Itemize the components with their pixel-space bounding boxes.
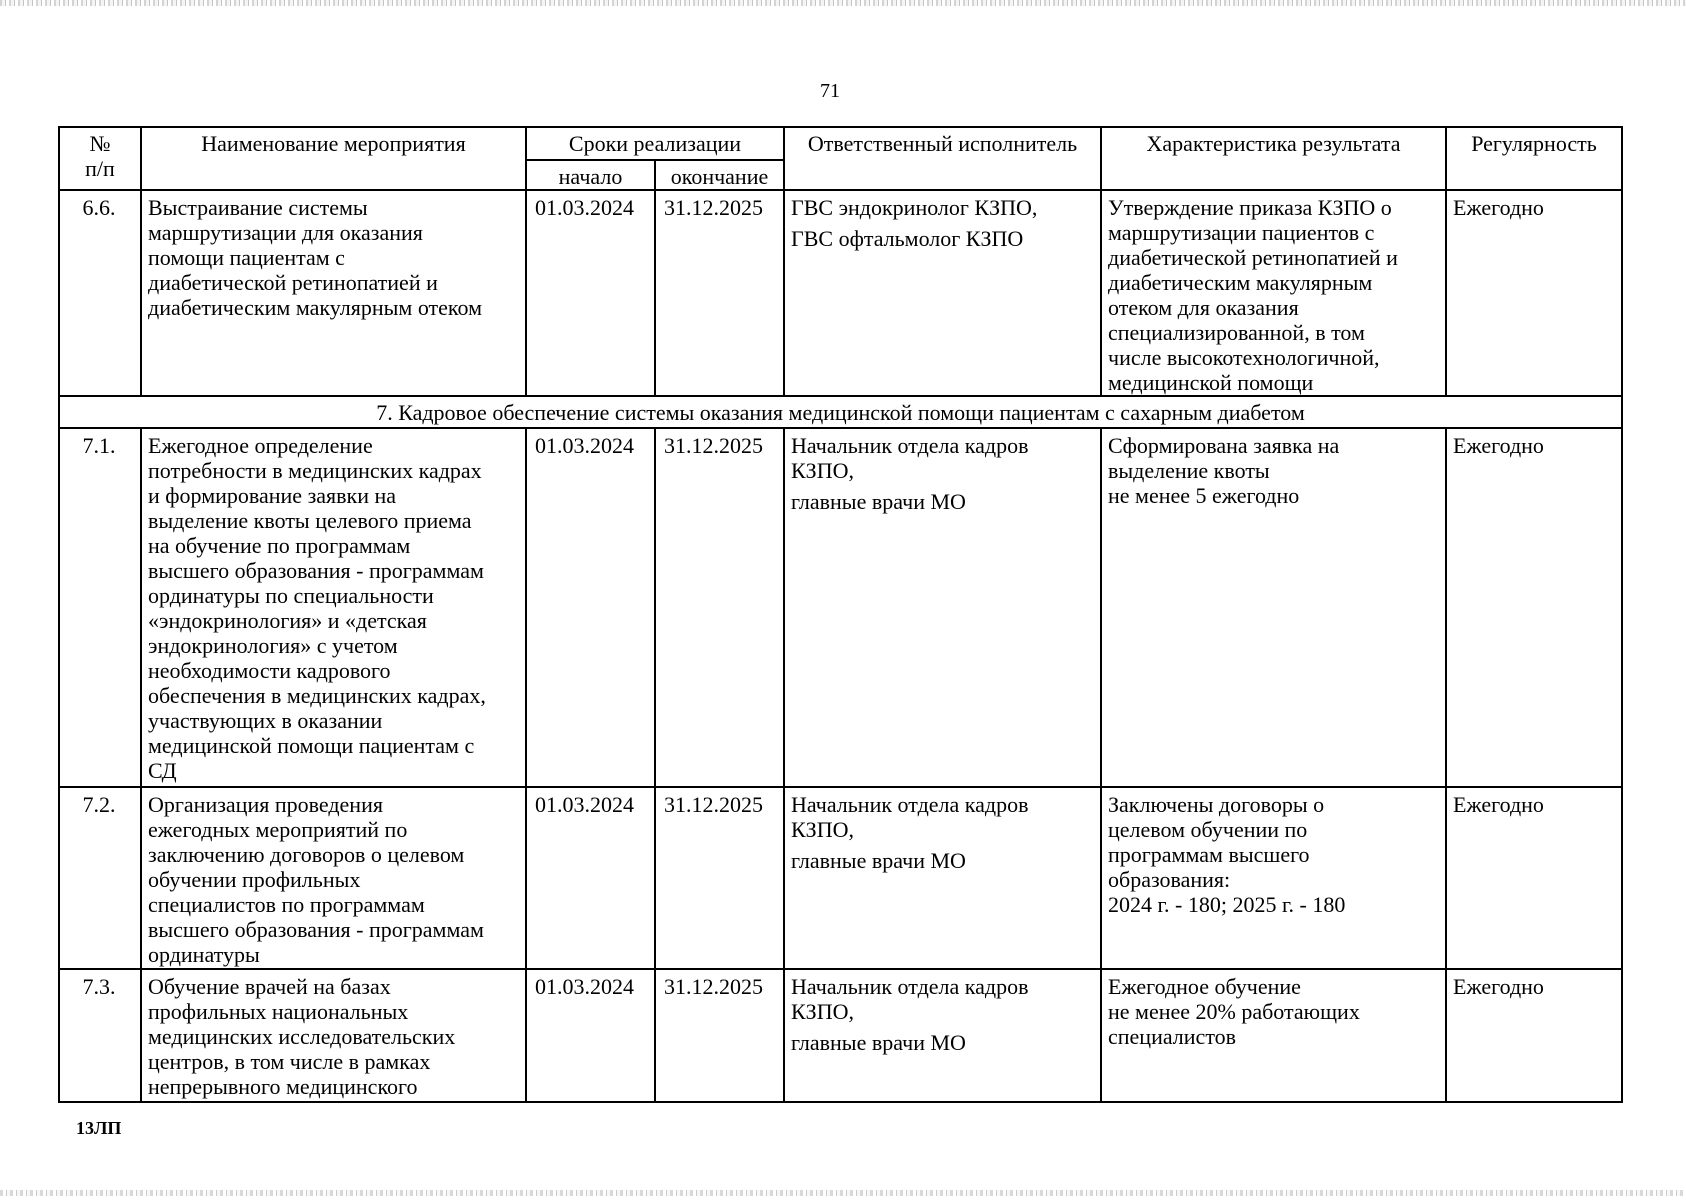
row-responsible	[784, 428, 1101, 787]
row-result	[1101, 190, 1446, 396]
header-name: Наименование мероприятия	[141, 127, 526, 190]
row-result-line: отеком для оказания	[1108, 295, 1299, 320]
row-result-line: диабетическим макулярным	[1108, 270, 1373, 295]
header-end: окончание	[655, 160, 784, 190]
row-responsible-line: Начальник отдела кадров	[791, 974, 1029, 999]
row-name-line: высшего образования - программам	[148, 917, 484, 942]
row-end-date: 31.12.2025	[655, 969, 784, 1102]
row-name-line: Выстраивание системы	[148, 195, 368, 220]
row-name-line: непрерывного медицинского	[148, 1074, 418, 1099]
row-name-line: на обучение по программам	[148, 533, 411, 558]
header-result: Характеристика результата	[1101, 127, 1446, 190]
row-name-line: обеспечения в медицинских кадрах,	[148, 683, 486, 708]
row-num: 7.1.	[59, 428, 141, 787]
row-result-line: целевом обучении по	[1108, 817, 1308, 842]
row-start-date: 01.03.2024	[526, 428, 655, 787]
row-name-line: помощи пациентам с	[148, 245, 345, 270]
section-title: 7. Кадровое обеспечение системы оказания медицинской помощи пациентам с сахарным диабетом	[59, 396, 1622, 428]
row-name-line: диабетическим макулярным отеком	[148, 295, 482, 320]
row-name	[141, 787, 526, 969]
row-name-line: профильных национальных	[148, 999, 409, 1024]
row-num: 6.6.	[59, 190, 141, 396]
row-result-line: не менее 20% работающих	[1108, 999, 1360, 1024]
footer-code: 13ЛП	[76, 1118, 122, 1138]
row-result	[1101, 787, 1446, 969]
row-responsible-line: ГВС эндокринолог КЗПО,	[791, 195, 1038, 220]
page-number: 71	[820, 80, 840, 102]
row-regularity: Ежегодно	[1446, 190, 1622, 396]
row-name-line: диабетической ретинопатией и	[148, 270, 438, 295]
header-num	[59, 127, 141, 190]
row-result-line: программам высшего	[1108, 842, 1310, 867]
row-responsible-line: КЗПО,	[791, 458, 854, 483]
row-result-line: специализированной, в том	[1108, 320, 1365, 345]
row-responsible-line: Начальник отдела кадров	[791, 792, 1029, 817]
table-row	[59, 969, 1622, 1102]
row-regularity: Ежегодно	[1446, 969, 1622, 1102]
row-name-line: обучении профильных	[148, 867, 361, 892]
row-name-line: ежегодных мероприятий по	[148, 817, 408, 842]
row-result-line: числе высокотехнологичной,	[1108, 345, 1380, 370]
header-terms: Сроки реализации	[526, 127, 784, 160]
row-name-line: Ежегодное определение	[148, 433, 373, 458]
table-row	[59, 190, 1622, 396]
row-end-date: 31.12.2025	[655, 428, 784, 787]
row-result-line: Сформирована заявка на	[1108, 433, 1340, 458]
row-responsible-line: главные врачи МО	[791, 1030, 966, 1055]
row-responsible-line: ГВС офтальмолог КЗПО	[791, 226, 1024, 251]
table-header	[59, 127, 1622, 190]
row-result	[1101, 428, 1446, 787]
header-regularity: Регулярность	[1446, 127, 1622, 190]
row-end-date: 31.12.2025	[655, 190, 784, 396]
row-regularity: Ежегодно	[1446, 428, 1622, 787]
row-result-line: образования:	[1108, 867, 1231, 892]
row-name-line: эндокринология» с учетом	[148, 633, 398, 658]
table-row	[59, 428, 1622, 787]
header-num-line1: №	[89, 131, 111, 156]
row-result-line: не менее 5 ежегодно	[1108, 483, 1300, 508]
row-name-line: участвующих в оказании	[148, 708, 383, 733]
row-name-line: центров, в том числе в рамках	[148, 1049, 431, 1074]
row-responsible-line: главные врачи МО	[791, 489, 966, 514]
header-start: начало	[526, 160, 655, 190]
row-result-line: медицинской помощи	[1108, 370, 1314, 395]
row-responsible-line: КЗПО,	[791, 817, 854, 842]
row-responsible	[784, 969, 1101, 1102]
row-result-line: Утверждение приказа КЗПО о	[1108, 195, 1392, 220]
row-responsible	[784, 787, 1101, 969]
scan-edge-top	[0, 0, 1686, 6]
row-result-line: Ежегодное обучение	[1108, 974, 1301, 999]
row-result-line: Заключены договоры о	[1108, 792, 1325, 817]
header-num-line2: п/п	[85, 156, 115, 181]
row-name-line: заключению договоров о целевом	[148, 842, 465, 867]
row-num: 7.3.	[59, 969, 141, 1102]
scan-edge-bottom	[0, 1190, 1686, 1196]
row-name-line: высшего образования - программам	[148, 558, 484, 583]
row-name-line: потребности в медицинских кадрах	[148, 458, 482, 483]
row-responsible-line: КЗПО,	[791, 999, 854, 1024]
row-name-line: медицинской помощи пациентам с	[148, 733, 475, 758]
row-name-line: «эндокринология» и «детская	[148, 608, 427, 633]
row-name-line: Обучение врачей на базах	[148, 974, 391, 999]
row-result-line: выделение квоты	[1108, 458, 1270, 483]
row-name	[141, 190, 526, 396]
table-row	[59, 787, 1622, 969]
row-end-date: 31.12.2025	[655, 787, 784, 969]
row-result-line: специалистов	[1108, 1024, 1237, 1049]
section-row	[59, 396, 1622, 428]
table-body	[59, 190, 1622, 1102]
row-name	[141, 428, 526, 787]
header-responsible: Ответственный исполнитель	[784, 127, 1101, 190]
row-responsible-line: главные врачи МО	[791, 848, 966, 873]
row-name-line: необходимости кадрового	[148, 658, 391, 683]
row-name-line: ординатуры	[148, 942, 260, 967]
row-start-date: 01.03.2024	[526, 787, 655, 969]
row-result-line: диабетической ретинопатией и	[1108, 245, 1398, 270]
row-name-line: выделение квоты целевого приема	[148, 508, 472, 533]
row-result	[1101, 969, 1446, 1102]
row-name-line: маршрутизации для оказания	[148, 220, 423, 245]
row-start-date: 01.03.2024	[526, 969, 655, 1102]
row-name	[141, 969, 526, 1102]
measures-table	[58, 126, 1623, 1103]
row-num: 7.2.	[59, 787, 141, 969]
row-responsible-line: Начальник отдела кадров	[791, 433, 1029, 458]
row-result-line: маршрутизации пациентов с	[1108, 220, 1375, 245]
row-name-line: и формирование заявки на	[148, 483, 397, 508]
row-name-line: ординатуры по специальности	[148, 583, 434, 608]
row-responsible	[784, 190, 1101, 396]
row-name-line: специалистов по программам	[148, 892, 425, 917]
row-result-line: 2024 г. - 180; 2025 г. - 180	[1108, 892, 1346, 917]
row-name-line: СД	[148, 758, 177, 783]
row-regularity: Ежегодно	[1446, 787, 1622, 969]
row-name-line: медицинских исследовательских	[148, 1024, 456, 1049]
row-name-line: Организация проведения	[148, 792, 383, 817]
row-start-date: 01.03.2024	[526, 190, 655, 396]
